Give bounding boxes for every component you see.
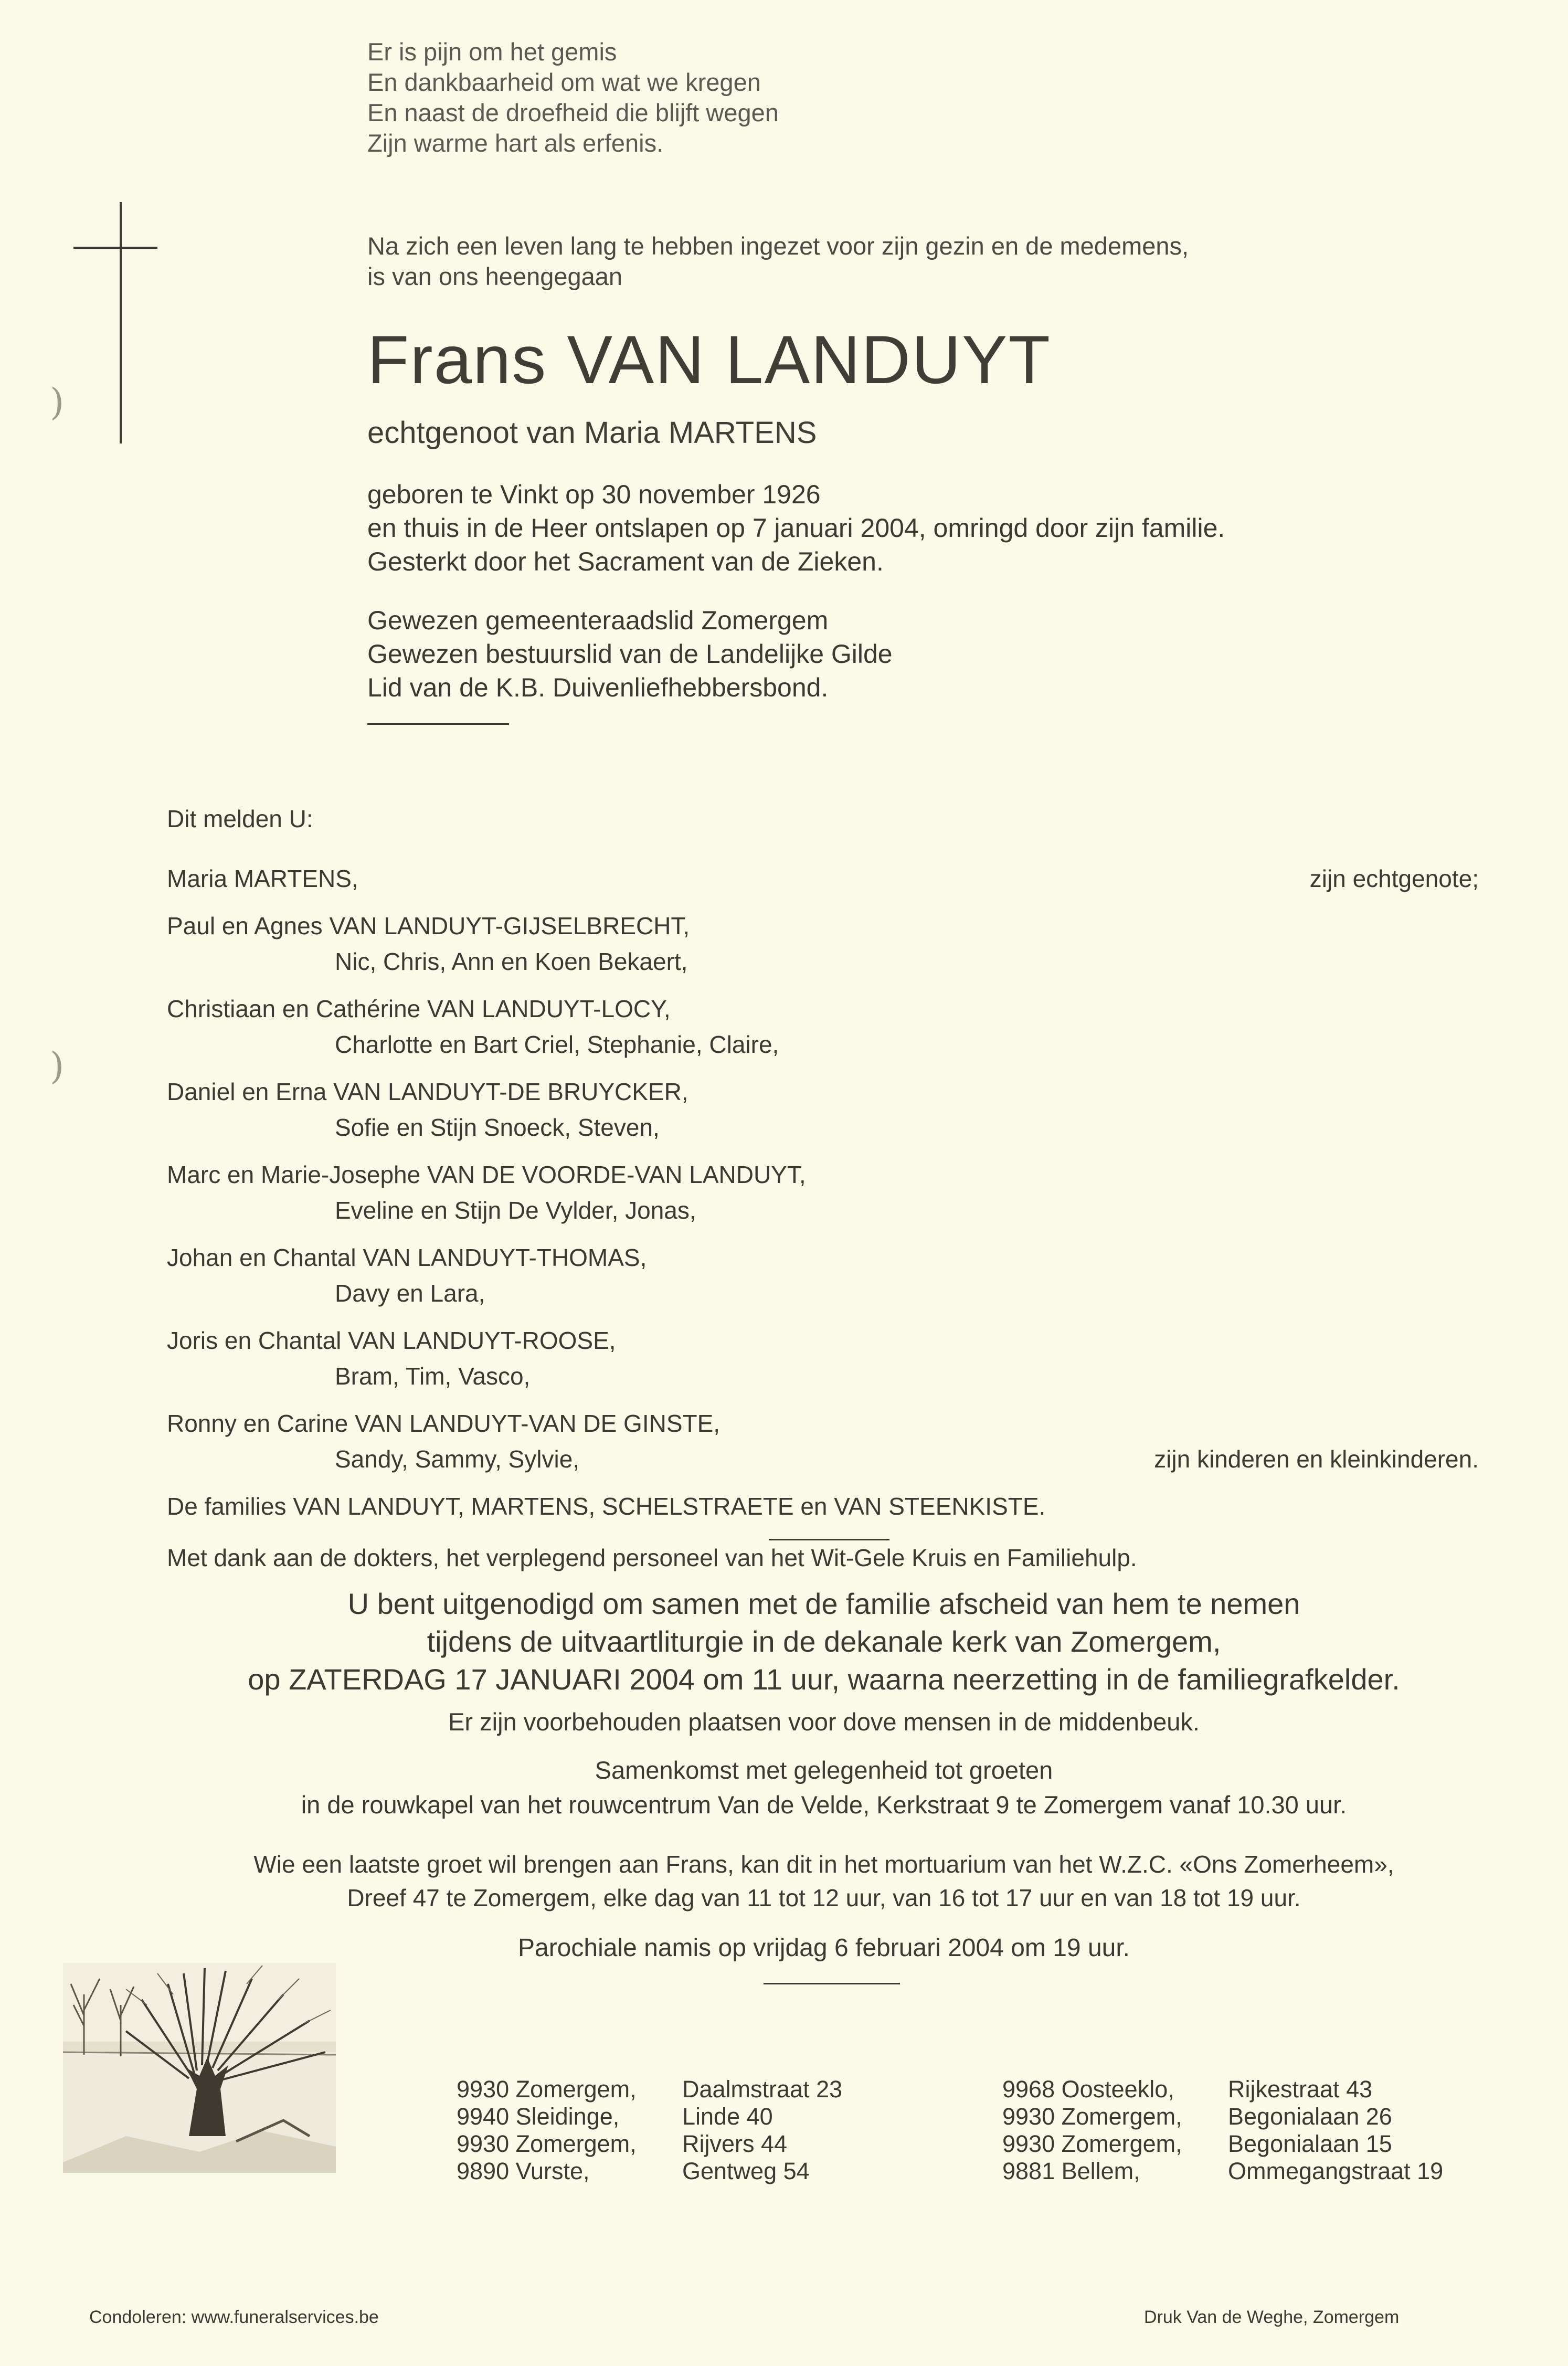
printer-credit: Druk Van de Weghe, Zomergem <box>1144 2307 1400 2327</box>
roles <box>367 604 893 704</box>
grandchildren: Bram, Tim, Vasco, <box>335 1362 531 1390</box>
family-child <box>167 991 1479 1062</box>
gathering-line: Samenkomst met gelegenheid tot groeten <box>595 1756 1053 1784</box>
poem <box>367 37 779 159</box>
grandchildren-row <box>167 1441 1479 1477</box>
role-line: Gewezen gemeenteraadslid Zomergem <box>367 606 829 635</box>
family-list <box>167 861 1479 1576</box>
child-parents: Paul en Agnes VAN LANDUYT-GIJSELBRECHT, <box>167 912 690 939</box>
divider <box>367 723 509 725</box>
child-parents: Joris en Chantal VAN LANDUYT-ROOSE, <box>167 1327 616 1354</box>
birth-line: Gesterkt door het Sacrament van de Zieken. <box>367 547 884 576</box>
gathering <box>157 1753 1490 1822</box>
family-child <box>167 1157 1479 1228</box>
invitation-line: tijdens de uitvaartliturgie in de dekanale kerk van Zomergem, <box>427 1625 1221 1658</box>
poem-line: En naast de droefheid die blijft wegen <box>367 99 779 126</box>
announcement-heading: Dit melden U: <box>167 805 313 832</box>
cross-bar <box>73 247 157 249</box>
address-place: 9881 Bellem, <box>1002 2158 1140 2184</box>
addresses-left <box>457 2076 842 2185</box>
deceased-name: Frans VAN LANDUYT <box>367 321 1051 398</box>
address-place: 9930 Zomergem, <box>1002 2103 1182 2130</box>
addresses-right <box>1002 2076 1443 2185</box>
address-street: Begonialaan 15 <box>1228 2130 1392 2157</box>
child-parents: Marc en Marie-Josephe VAN DE VOORDE-VAN LANDUYT, <box>167 1161 806 1188</box>
address-place: 9968 Oosteeklo, <box>1002 2076 1174 2103</box>
punch-hole-mark: ) <box>50 1044 65 1087</box>
punch-hole-mark: ) <box>50 381 65 424</box>
family-child <box>167 1240 1479 1311</box>
address-street: Rijkestraat 43 <box>1228 2076 1373 2103</box>
cross-icon <box>120 202 122 443</box>
role-line: Gewezen bestuurslid van de Landelijke Gilde <box>367 639 893 669</box>
poem-line: Zijn warme hart als erfenis. <box>367 129 664 157</box>
deaf-note: Er zijn voorbehouden plaatsen voor dove mensen in de middenbeuk. <box>448 1708 1200 1736</box>
condolences-link[interactable]: Condoleren: www.funeralservices.be <box>89 2307 379 2327</box>
address-place: 9890 Vurste, <box>457 2158 590 2184</box>
intro-line: Na zich een leven lang te hebben ingezet voor zijn gezin en de medemens, <box>367 232 1189 260</box>
children-relation: zijn kinderen en kleinkinderen. <box>1154 1445 1479 1473</box>
thanks-line: Met dank aan de dokters, het verplegend personeel van het Wit-Gele Kruis en Familiehulp. <box>167 1544 1137 1571</box>
visit-line: Dreef 47 te Zomergem, elke dag van 11 tot 12 uur, van 16 tot 17 uur en van 18 tot 19 uur. <box>347 1884 1301 1911</box>
intro-line: is van ons heengegaan <box>367 262 623 290</box>
family-child <box>167 1074 1479 1145</box>
address-street: Linde 40 <box>682 2103 773 2130</box>
child-parents: Johan en Chantal VAN LANDUYT-THOMAS, <box>167 1244 647 1271</box>
grandchildren: Sandy, Sammy, Sylvie, <box>335 1445 580 1473</box>
visit-info <box>157 1847 1490 1915</box>
child-parents: Daniel en Erna VAN LANDUYT-DE BRUYCKER, <box>167 1078 688 1105</box>
family-child <box>167 908 1479 979</box>
invitation <box>157 1585 1490 1698</box>
birth-line: geboren te Vinkt op 30 november 1926 <box>367 480 821 509</box>
mass-info: Parochiale namis op vrijdag 6 februari 2004 om 19 uur. <box>517 1934 1130 1962</box>
role-line: Lid van de K.B. Duivenliefhebbersbond. <box>367 673 829 702</box>
winter-tree-photo <box>63 1963 336 2173</box>
grandchildren: Sofie en Stijn Snoeck, Steven, <box>335 1114 660 1141</box>
invitation-line: U bent uitgenodigd om samen met de familie afscheid van hem te nemen <box>347 1587 1300 1620</box>
child-parents: Ronny en Carine VAN LANDUYT-VAN DE GINSTE, <box>167 1410 721 1437</box>
grandchildren: Charlotte en Bart Criel, Stephanie, Claire, <box>335 1031 779 1058</box>
divider <box>769 1539 889 1540</box>
spouse-relation: zijn echtgenote; <box>1309 865 1479 892</box>
child-parents: Christiaan en Cathérine VAN LANDUYT-LOCY, <box>167 995 671 1022</box>
birth-line: en thuis in de Heer ontslapen op 7 januari 2004, omringd door zijn familie. <box>367 513 1225 543</box>
address-street: Daalmstraat 23 <box>682 2076 843 2103</box>
address-street: Gentweg 54 <box>682 2158 810 2184</box>
visit-line: Wie een laatste groet wil brengen aan Frans, kan dit in het mortuarium van het W.Z.C. «Ons Zomerheem», <box>253 1851 1394 1878</box>
family-spouse <box>167 861 1479 896</box>
grandchildren: Nic, Chris, Ann en Koen Bekaert, <box>335 948 688 975</box>
grandchildren: Davy en Lara, <box>335 1280 485 1307</box>
invitation-line: op ZATERDAG 17 JANUARI 2004 om 11 uur, waarna neerzetting in de familiegrafkelder. <box>248 1663 1400 1696</box>
families-line: De families VAN LANDUYT, MARTENS, SCHELSTRAETE en VAN STEENKISTE. <box>167 1493 1046 1520</box>
family-child <box>167 1406 1479 1477</box>
address-place: 9930 Zomergem, <box>457 2130 637 2157</box>
family-child <box>167 1323 1479 1394</box>
birth-details <box>367 478 1225 578</box>
poem-line: Er is pijn om het gemis <box>367 38 617 66</box>
address-place: 9930 Zomergem, <box>1002 2130 1182 2157</box>
address-street: Rijvers 44 <box>682 2130 788 2157</box>
poem-line: En dankbaarheid om wat we kregen <box>367 68 761 96</box>
address-place: 9930 Zomergem, <box>457 2076 637 2103</box>
grandchildren: Eveline en Stijn De Vylder, Jonas, <box>335 1197 696 1224</box>
address-street: Begonialaan 26 <box>1228 2103 1392 2130</box>
address-place: 9940 Sleidinge, <box>457 2103 620 2130</box>
divider <box>764 1983 900 1984</box>
intro <box>367 231 1189 292</box>
address-street: Ommegangstraat 19 <box>1228 2158 1444 2184</box>
spouse-name: Maria MARTENS, <box>167 865 358 892</box>
spouse-line: echtgenoot van Maria MARTENS <box>367 416 817 450</box>
gathering-line: in de rouwkapel van het rouwcentrum Van de Velde, Kerkstraat 9 te Zomergem vanaf 10.30 uur. <box>301 1791 1347 1819</box>
